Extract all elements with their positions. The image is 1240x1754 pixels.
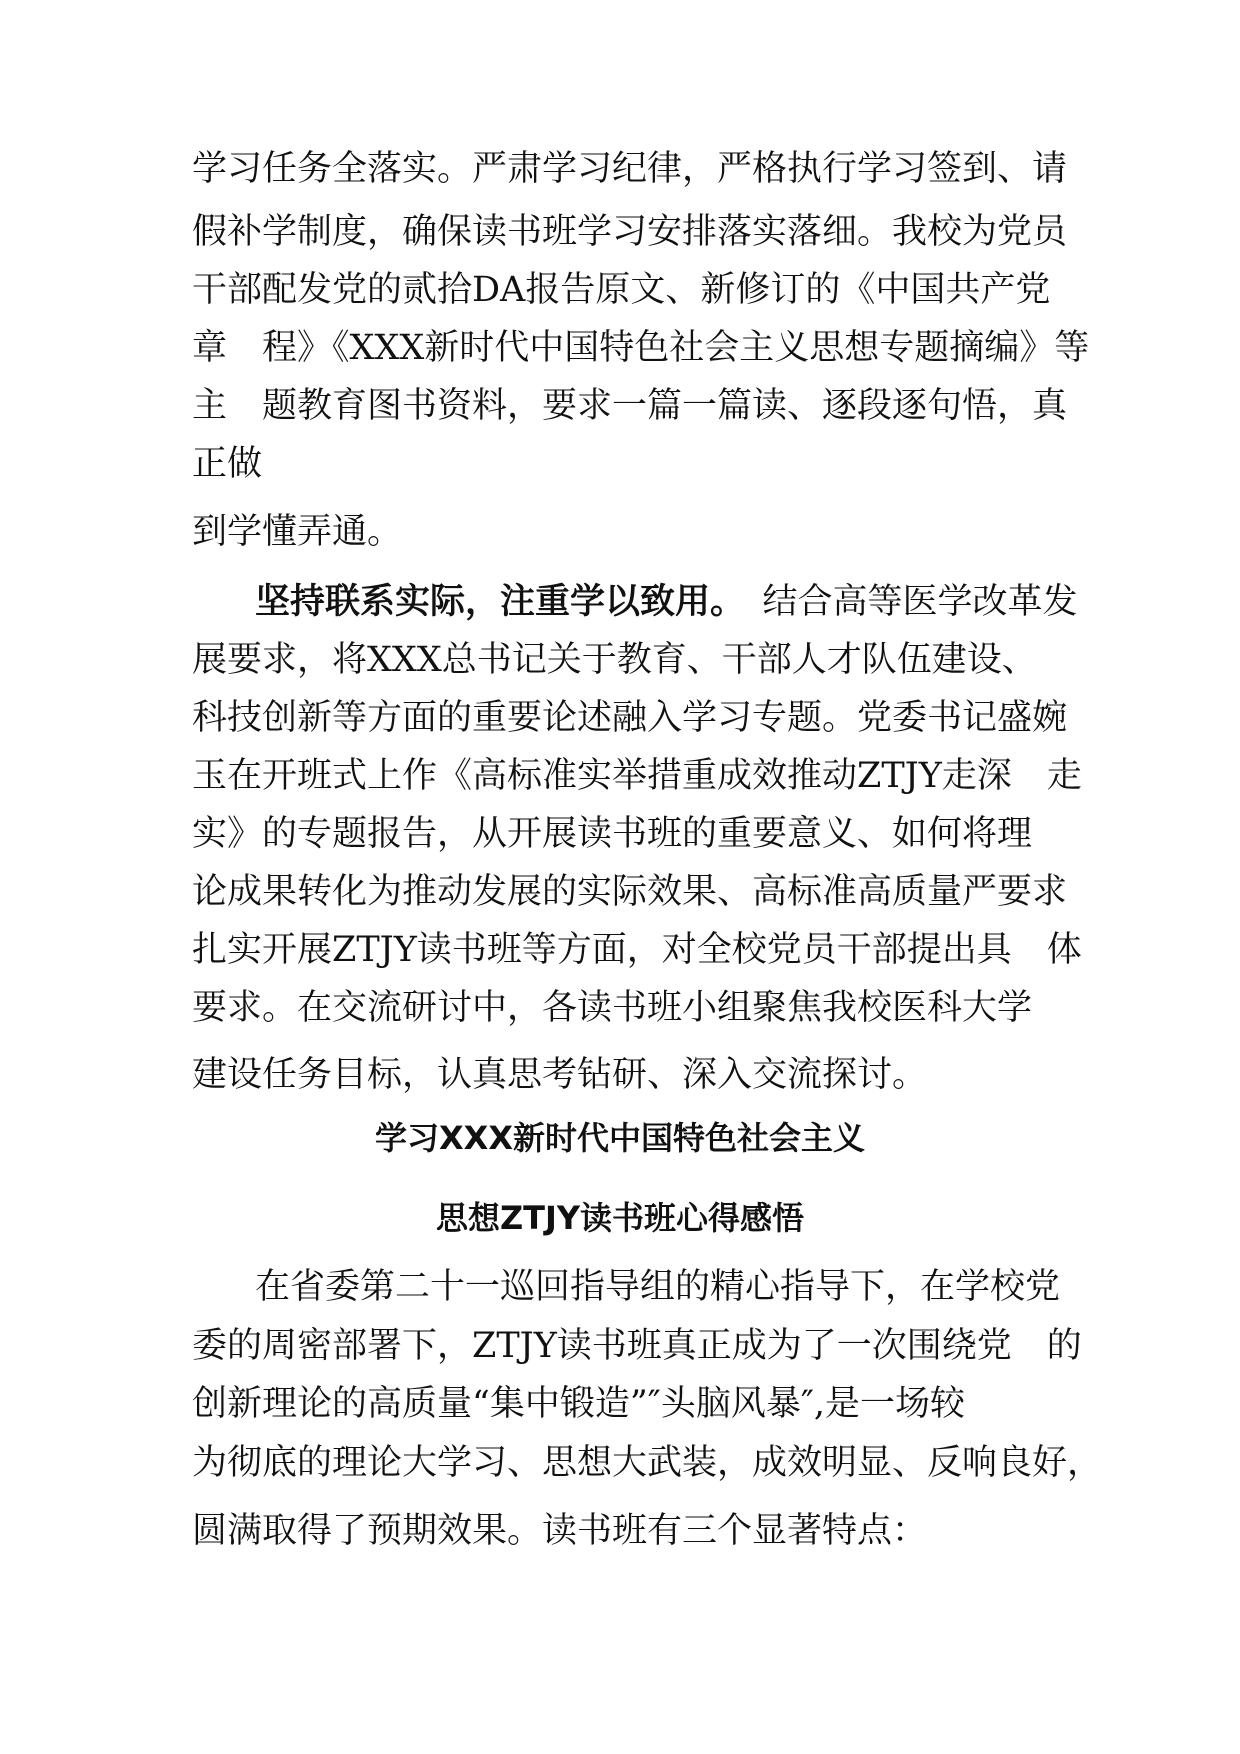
paragraph-line: 扎实开展ZTJY读书班等方面，对全校党员干部提出具 体 — [192, 930, 1082, 970]
paragraph-line: 委的周密部署下，ZTJY读书班真正成为了一次围绕党 的 — [192, 1326, 1082, 1366]
paragraph-line: 为彻底的理论大学习、思想大武装，成效明显、反响良好， — [192, 1443, 1103, 1483]
section-title-line: 学习XXX新时代中国特色社会主义 — [374, 1119, 866, 1157]
paragraph-lead-heading: 坚持联系实际，注重学以致用。 — [255, 582, 728, 622]
paragraph-line: 论成果转化为推动发展的实际效果、高标准高质量严要求 — [192, 872, 1068, 912]
paragraph-line: 假补学制度，确保读书班学习安排落实落细。我校为党员 — [192, 212, 1068, 252]
section-title-line: 思想ZTJY读书班心得感悟 — [435, 1199, 805, 1237]
paragraph-line: 正做 — [192, 444, 263, 484]
paragraph-line: 创新理论的高质量“集中锻造”″头脑风暴″,是一场较 — [192, 1384, 966, 1424]
paragraph-line: 建设任务目标，认真思考钻研、深入交流探讨。 — [192, 1055, 928, 1095]
paragraph-line — [255, 579, 1078, 625]
paragraph-line: 学习任务全落实。严肃学习纪律，严格执行学习签到、请 — [192, 149, 1068, 189]
paragraph-line: 干部配发党的贰拾DA报告原文、新修订的《中国共产党 — [192, 270, 1051, 310]
paragraph-line: 主 题教育图书资料，要求一篇一篇读、逐段逐句悟，真 — [192, 386, 1068, 426]
paragraph-line: 到学懂弄通。 — [192, 512, 403, 552]
paragraph-line-rest: 结合高等医学改革发 — [727, 582, 1078, 622]
paragraph-line: 展要求，将XXX总书记关于教育、干部人才队伍建设、 — [192, 640, 1037, 680]
paragraph-line: 圆满取得了预期效果。读书班有三个显著特点： — [192, 1511, 928, 1551]
paragraph-line: 玉在开班式上作《高标准实举措重成效推动ZTJY走深 走 — [192, 756, 1082, 796]
paragraph-line: 在省委第二十一巡回指导组的精心指导下，在学校党 — [255, 1267, 1061, 1307]
paragraph-line: 要求。在交流研讨中，各读书班小组聚焦我校医科大学 — [192, 988, 1033, 1028]
paragraph-line: 章 程》《XXX新时代中国特色社会主义思想专题摘编》等 — [192, 328, 1090, 368]
paragraph-line: 科技创新等方面的重要论述融入学习专题。党委书记盛婉 — [192, 698, 1068, 738]
paragraph-line: 实》的专题报告，从开展读书班的重要意义、如何将理 — [192, 814, 1033, 854]
